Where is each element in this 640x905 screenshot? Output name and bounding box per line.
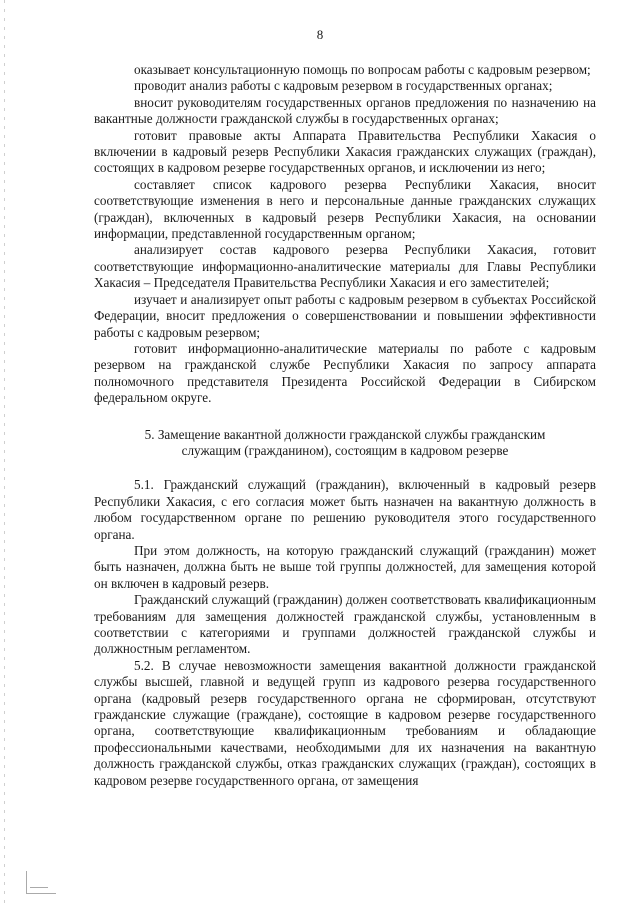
document-body [94,62,596,789]
paragraph: При этом должность, на которую гражданский служащий (гражданин) может быть назначен, должна быть не выше той группы должностей, для замещения которой он включен в кадровый резерв. [94,542,596,591]
paragraph: оказывает консультационную помощь по вопросам работы с кадровым резервом; [134,62,591,77]
paragraph: готовит информационно-аналитические материалы по работе с кадровым резервом на гражданской службе Республики Хакасия по запросу аппарата полномочного представителя Президента Российской Федерации в Сибирском федеральном округе. [94,340,596,406]
paragraph: 5.2. В случае невозможности замещения вакантной должности гражданской службы высшей, главной и ведущей групп из кадрового резерва государственного органа (кадровый резерв государственного органа не сформирован, отсутствуют гражданские служащие (граждане), состоящие в кадровом резерве государственного органа, соответствующие квалификационным требованиям и обладающие профессиональными качествами, необходимыми для их назначения на вакантную должность гражданской службы, отказ гражданских служащих (граждан), состоящих в кадровом резерве государственного органа, от замещения [94,657,596,788]
paragraph: анализирует состав кадрового резерва Республики Хакасия, готовит соответствующие информационно-аналитические материалы для Главы Республики Хакасия – Председателя Правительства Республики Хакасия и его заместителей; [94,242,596,291]
section-heading [94,427,596,460]
scan-corner-mark [20,871,62,897]
paragraph: составляет список кадрового резерва Республики Хакасия, вносит соответствующие изменения в него и персональные данные гражданских служащих (граждан), включенных в кадровый резерв Республики Хакасия, на основании информации, представленной государственным органом; [94,176,596,242]
page-number: 8 [316,27,324,42]
paragraph: вносит руководителям государственных органов предложения по назначению на вакантные должности гражданской службы в государственных органах; [94,94,596,127]
paragraph: изучает и анализирует опыт работы с кадровым резервом в субъектах Российской Федерации, вносит предложения о совершенствовании и повышении эффективности работы с кадровым резервом; [94,291,596,340]
paragraph: Гражданский служащий (гражданин) должен соответствовать квалификационным требованиям для замещения должностей гражданской службы, установленным в соответствии с категориями и группами должностей гражданской службы и должностным регламентом. [94,592,596,657]
paragraph: готовит правовые акты Аппарата Правительства Республики Хакасия о включении в кадровый резерв Республики Хакасия гражданских служащих (граждан), состоящих в кадровом резерве государственных органов, и исключении из него; [94,127,596,176]
paragraph: проводит анализ работы с кадровым резервом в государственных органах; [134,78,553,94]
paragraph: 5.1. Гражданский служащий (гражданин), включенный в кадровый резерв Республики Хакасия, с его согласия может быть назначен на вакантную должность в любом государственном органе по решению руководителя этого государственного органа. [94,477,596,542]
section-heading-line: 5. Замещение вакантной должности гражданской службы гражданским [144,426,546,442]
section-heading-line: служащим (гражданином), состоящим в кадровом резерве [181,442,509,458]
scan-edge-mark [4,0,5,905]
